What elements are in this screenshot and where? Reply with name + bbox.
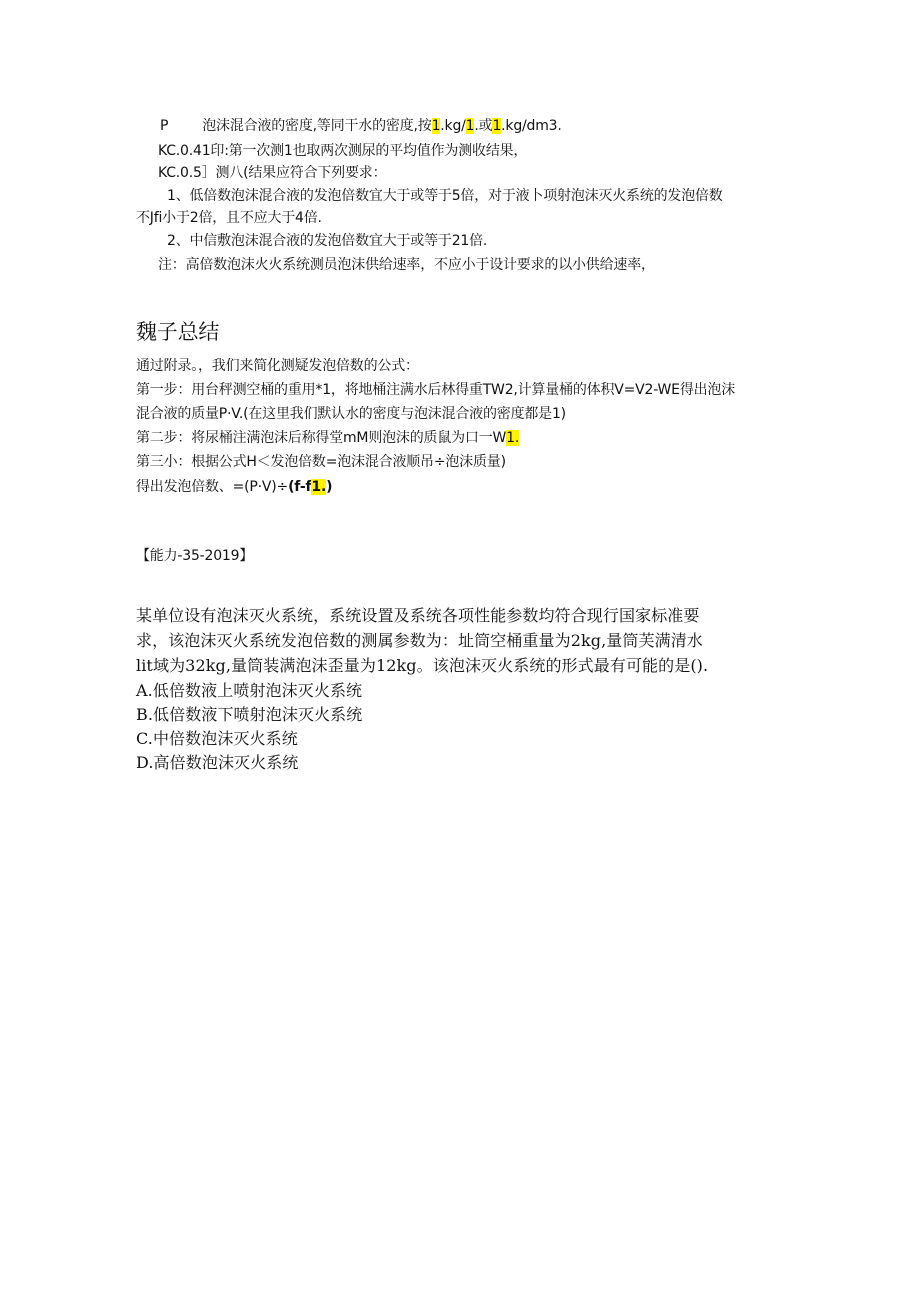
summary-heading: 魏子总结 — [136, 320, 220, 344]
option-a: A.低倍数液上喷射泡沫灭火系统 — [136, 681, 363, 700]
clause-kc05: KC.0.5］测八(结果应符合下列要求： — [158, 165, 387, 181]
option-b: B.低倍数液下喷射泡沫灭火系统 — [136, 705, 363, 724]
highlight-2: 1 — [465, 118, 475, 134]
summary-intro: 通过附录。，我们来简化测疑发泡倍数的公式： — [136, 358, 419, 374]
density-line — [160, 116, 562, 136]
step-1-line-b: 混合液的质量P·V.(在这里我们默认水的密度与泡沫混合液的密度都是1) — [136, 406, 566, 422]
step-1-line-a: 第一步：用台秤测空桶的重用*1，将地桶注满水后林得重TW2,计算量桶的体积V=V2-WE得出泡沫 — [136, 382, 736, 398]
question-stem-2: 求，该泡沫灭火系统发泡倍数的测属参数为：址筒空桶重量为2kg,量筒芙满清水 — [136, 631, 703, 650]
question-stem-3: lit域为32kg,量筒装满泡沫歪量为12kg。该泡沫灭火系统的形式最有可能的是(). — [136, 656, 709, 675]
clause-kc041: KC.0.41印:第一次测1也取两次测尿的平均值作为测收结果， — [158, 143, 528, 159]
result-highlight: 1. — [311, 479, 327, 495]
requirement-1-a: 1、低倍数泡沫混合液的发泡倍数宜大于或等于5倍，对于液卜项射泡沫灭火系统的发泡倍数 — [167, 188, 723, 204]
density-text-c: .或 — [474, 118, 493, 134]
step-2-highlight: 1. — [506, 430, 520, 446]
question-tag: 【能力-35-2019】 — [136, 548, 254, 564]
question-stem-1: 某单位设有泡沫灭火系统，系统设置及系统各项性能参数均符合现行国家标准要 — [136, 606, 700, 625]
density-text-b: .kg/ — [440, 118, 466, 134]
density-text-d: .kg/dm3. — [501, 118, 562, 134]
result-text: 得出发泡倍数、=(P·V)÷ — [136, 479, 289, 495]
note-line: 注：高倍数泡沫火火系统测员泡沫供给速率，不应小于设计要求的以小供给速率， — [158, 257, 655, 273]
result-line — [136, 477, 332, 497]
option-d: D.高倍数泡沫灭火系统 — [136, 753, 299, 772]
step-3-line: 第三小：根据公式H＜发泡倍数=泡沫混合液顺吊÷泡沫质量) — [136, 454, 506, 470]
highlight-1: 1 — [431, 118, 441, 134]
density-text-a: 泡沫混合液的密度,等同干水的密度,按 — [202, 118, 432, 134]
highlight-3: 1 — [492, 118, 502, 134]
density-symbol: P — [160, 118, 169, 134]
requirement-2: 2、中信敷泡沫混合液的发泡倍数宜大于或等于21倍. — [167, 233, 488, 249]
result-formula-b: ) — [326, 479, 333, 495]
result-formula-a: (f-f — [288, 479, 312, 495]
requirement-1-b: 不Jfi小于2倍，且不应大于4倍. — [136, 210, 322, 226]
option-c: C.中倍数泡沫灭火系统 — [136, 729, 298, 748]
step-2-line — [136, 428, 519, 448]
step-2-text: 第二步：将尿桶注满泡沫后称得堂mM则泡沫的质鼠为口一W — [136, 430, 507, 446]
